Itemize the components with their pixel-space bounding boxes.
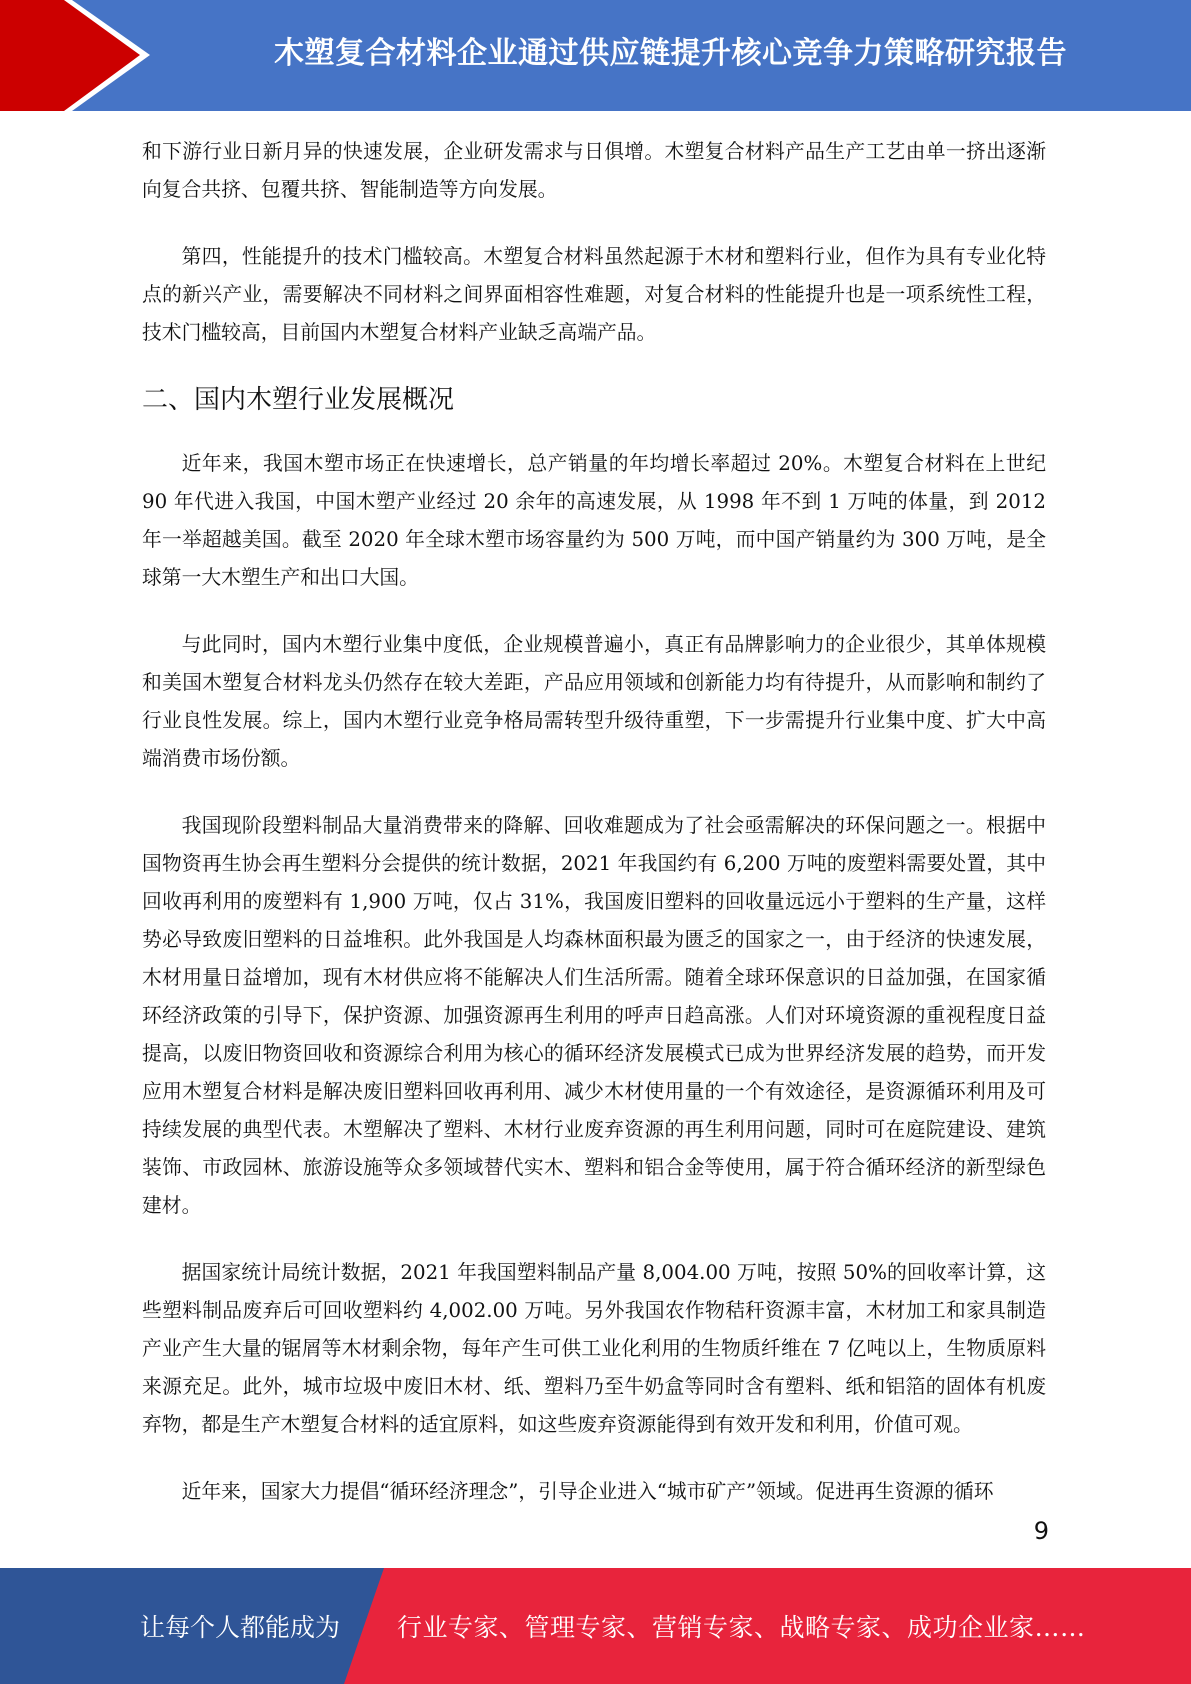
paragraph-circular-economy: 近年来，国家大力提倡“循环经济理念”，引导企业进入“城市矿产”领域。促进再生资源的循环 <box>181 1480 994 1503</box>
paragraph-continued: 和下游行业日新月异的快速发展，企业研发需求与日俱增。木塑复合材料产品生产工艺由单一挤出逐渐向复合共挤、包覆共挤、智能制造等方向发展。 <box>142 140 1046 201</box>
footer-slogan-right: 行业专家、管理专家、营销专家、战略专家、成功企业家…… <box>397 1613 1086 1642</box>
page-footer <box>0 1568 1191 1684</box>
header-arrow-decoration <box>0 0 150 111</box>
paragraph-industry-concentration: 与此同时，国内木塑行业集中度低，企业规模普遍小，真正有品牌影响力的企业很少，其单体规模和美国木塑复合材料龙头仍然存在较大差距，产品应用领域和创新能力均有待提升，从而影响和制约了行业良性发展。综上，国内木塑行业竞争格局需转型升级待重塑，下一步需提升行业集中度、扩大中高端消费市场份额。 <box>142 633 1046 770</box>
paragraph-plastic-recycling: 我国现阶段塑料制品大量消费带来的降解、回收难题成为了社会亟需解决的环保问题之一。根据中国物资再生协会再生塑料分会提供的统计数据，2021 年我国约有 6,200 万吨的废塑料需要处置，其中回收再利用的废塑料有 1,900 万吨，仅占 31%，我国废旧塑料的回收量远远小于塑料的生产量，这样势必导致废旧塑料的日益堆积。此外我国是人均森林面积最为匮乏的国家之一，由于经济的快速发展，木材用量日益增加，现有木材供应将不能解决人们生活所需。随着全球环保意识的日益加强，在国家循环经济政策的引导下，保护资源、加强资源再生利用的呼声日趋高涨。人们对环境资源的重视程度日益提高，以废旧物资回收和资源综合利用为核心的循环经济发展模式已成为世界经济发展的趋势，而开发应用木塑复合材料是解决废旧塑料回收再利用、减少木材使用量的一个有效途径，是资源循环利用及可持续发展的典型代表。木塑解决了塑料、木材行业废弃资源的再生利用问题，同时可在庭院建设、建筑装饰、市政园林、旅游设施等众多领域替代实木、塑料和铝合金等使用，属于符合循环经济的新型绿色建材。 <box>142 814 1046 1217</box>
document-body <box>142 133 1046 1540</box>
paragraph-fourth-point: 第四，性能提升的技术门槛较高。木塑复合材料虽然起源于木材和塑料行业，但作为具有专业化特点的新兴产业，需要解决不同材料之间界面相容性难题，对复合材料的性能提升也是一项系统性工程，技术门槛较高，目前国内木塑复合材料产业缺乏高端产品。 <box>142 245 1046 344</box>
footer-slogan-left: 让每个人都能成为 <box>140 1613 341 1642</box>
section-heading: 二、国内木塑行业发展概况 <box>142 385 455 415</box>
page-header <box>0 0 1191 111</box>
paragraph-market-growth: 近年来，我国木塑市场正在快速增长，总产销量的年均增长率超过 20%。木塑复合材料在上世纪 90 年代进入我国，中国木塑产业经过 20 余年的高速发展，从 1998 年不到 1 万吨的体量，到 2012 年一举超越美国。截至 2020 年全球木塑市场容量约为 500 万吨，而中国产销量约为 300 万吨，是全球第一大木塑生产和出口大国。 <box>142 452 1046 589</box>
page-number: 9 <box>1033 1517 1049 1545</box>
report-title: 木塑复合材料企业通过供应链提升核心竞争力策略研究报告 <box>274 36 1067 71</box>
paragraph-statistics: 据国家统计局统计数据，2021 年我国塑料制品产量 8,004.00 万吨，按照 50%的回收率计算，这些塑料制品废弃后可回收塑料约 4,002.00 万吨。另外我国农作物秸秆资源丰富，木材加工和家具制造产业产生大量的锯屑等木材剩余物，每年产生可供工业化利用的生物质纤维在 7 亿吨以上，生物质原料来源充足。此外，城市垃圾中废旧木材、纸、塑料乃至牛奶盒等同时含有塑料、纸和铝箔的固体有机废弃物，都是生产木塑复合材料的适宜原料，如这些废弃资源能得到有效开发和利用，价值可观。 <box>142 1261 1046 1436</box>
